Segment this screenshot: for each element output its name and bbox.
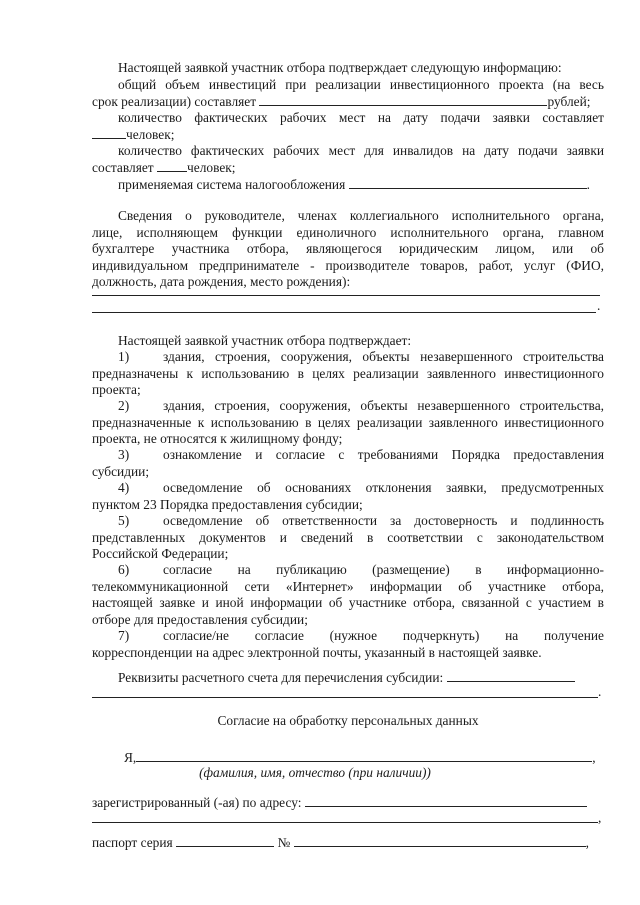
investment-line-1: общий объем инвестиций при реализации инвестиционного проекта (на весь	[118, 77, 604, 92]
investment-amount-field[interactable]	[259, 93, 547, 106]
intro-lead: Настоящей заявкой участник отбора подтверждает следующую информацию:	[118, 60, 562, 75]
item-6-line-4: отборе для предоставления субсидии;	[92, 612, 308, 627]
jobs-line-2: человек;	[92, 126, 604, 143]
item-3-line-1: ознакомление и согласие с требованиями Порядка предоставления	[163, 447, 604, 462]
head-info-end-dot: .	[597, 298, 601, 313]
item-7-line-2: корреспонденции на адрес электронной почты, указанный в настоящей заявке.	[92, 645, 542, 660]
passport-number-field[interactable]	[294, 834, 586, 847]
bank-details-line: Реквизиты расчетного счета для перечисления субсидии:	[118, 669, 604, 686]
disabled-jobs-line-1: количество фактических рабочих мест для инвалидов на дату подачи заявки	[118, 143, 604, 158]
item-4-line-1: осведомление об основаниях отклонения заявки, предусмотренных	[163, 480, 604, 495]
head-info-line-1: Сведения о руководителе, членах коллегиального исполнительного органа,	[118, 208, 604, 223]
disabled-jobs-line-2: составляет человек;	[92, 160, 236, 175]
item-2-line-1: здания, строения, сооружения, объекты незавершенного строительства,	[163, 398, 604, 413]
item-6-line-1: согласие на публикацию (размещение) в информационно-	[163, 562, 604, 577]
full-name-field[interactable]	[136, 749, 592, 762]
full-name-hint: (фамилия, имя, отчество (при наличии))	[199, 765, 431, 780]
investment-line-2: срок реализации) составляет рублей;	[92, 94, 591, 109]
head-info-line-4: индивидуальном предпринимателе - производителе товаров, работ, услуг (ФИО,	[92, 258, 604, 273]
item-3-line-2: субсидии;	[92, 464, 150, 479]
item-1-number: 1)	[118, 349, 130, 364]
address-end-comma: ,	[598, 810, 602, 825]
head-info-field-1[interactable]	[92, 295, 600, 296]
item-4-line-2: пунктом 23 Порядка предоставления субсидии;	[92, 497, 363, 512]
item-6-line-3: настоящей заявке и иной информации об участнике отбора, связанной с участием в	[92, 595, 604, 610]
jobs-count-field[interactable]	[92, 126, 126, 139]
confirm-lead: Настоящей заявкой участник отбора подтверждает:	[118, 333, 412, 348]
head-info-line-5: должность, дата рождения, место рождения):	[92, 274, 351, 289]
address-line: зарегистрированный (-ая) по адресу:	[92, 794, 604, 811]
bank-details-field-2[interactable]	[92, 697, 598, 698]
passport-line: паспорт серия № ,	[92, 835, 589, 850]
disabled-jobs-count-field[interactable]	[157, 159, 187, 172]
item-5-line-2: представленных документов и сведений в соответствии с законодательством	[92, 530, 604, 545]
item-6-number: 6)	[118, 562, 130, 577]
item-1-line-2: предназначены к использованию в целях реализации заявленного инвестиционного	[92, 366, 604, 381]
bank-details-field-1[interactable]	[447, 669, 575, 682]
tax-system-field[interactable]	[349, 176, 587, 189]
address-field-2[interactable]	[92, 822, 598, 823]
item-5-number: 5)	[118, 513, 130, 528]
item-1-line-3: проекта;	[92, 382, 141, 397]
item-5-line-3: Российской Федерации;	[92, 546, 229, 561]
head-info-field-2[interactable]	[92, 312, 596, 313]
head-info-line-3: бухгалтере участника отбора, являющегося юридическим лицом, или об	[92, 241, 604, 256]
tax-system-line: применяемая система налогообложения .	[118, 177, 590, 192]
head-info-line-2: лице, исполняющем функции единоличного исполнительного органа, главном	[92, 225, 604, 240]
item-3-number: 3)	[118, 447, 130, 462]
passport-series-field[interactable]	[176, 834, 274, 847]
item-6-line-2: телекоммуникационной сети «Интернет» информации об участнике отбора,	[92, 579, 604, 594]
item-1-line-1: здания, строения, сооружения, объекты незавершенного строительства	[163, 349, 604, 364]
jobs-line-1: количество фактических рабочих мест на дату подачи заявки составляет	[118, 110, 604, 125]
item-7-line-1: согласие/не согласие (нужное подчеркнуть) на получение	[163, 628, 604, 643]
item-7-number: 7)	[118, 628, 130, 643]
consent-title: Согласие на обработку персональных данных	[217, 713, 479, 728]
item-4-number: 4)	[118, 480, 130, 495]
item-2-line-2: предназначенные к использованию в целях реализации заявленного инвестиционного	[92, 415, 604, 430]
address-field-1[interactable]	[305, 794, 587, 807]
item-2-line-3: проекта, не относятся к жилищному фонду;	[92, 431, 343, 446]
item-5-line-1: осведомление об ответственности за достоверность и подлинность	[163, 513, 604, 528]
bank-details-end-dot: .	[598, 684, 602, 699]
item-2-number: 2)	[118, 398, 130, 413]
consent-name-line: Я, ,	[124, 750, 596, 765]
